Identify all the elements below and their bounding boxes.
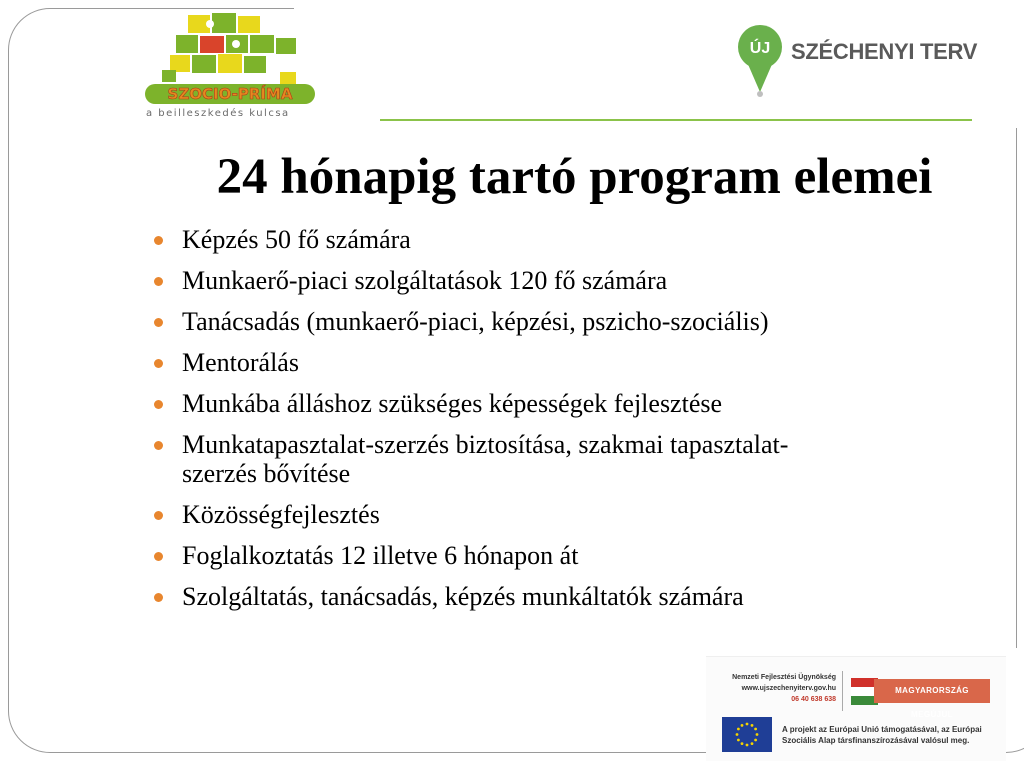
banner-divider: [842, 671, 843, 711]
agency-block: [718, 672, 836, 705]
eu-flag-icon: [722, 717, 772, 752]
uj-badge-text: ÚJ: [749, 40, 771, 57]
agency-url: www.ujszechenyiterv.gov.hu: [741, 685, 836, 692]
list-item: Képzés 50 fő számára: [150, 225, 990, 254]
title-accent-rule: [380, 119, 972, 121]
eu-funding-text: A projekt az Európai Unió támogatásával, az Európai Szociális Alap társfinanszírozásával valósul meg.: [782, 725, 982, 745]
szocio-prima-logo: [140, 10, 325, 122]
agency-phone: 06 40 638 638: [791, 696, 836, 703]
uj-badge-icon: [735, 22, 787, 100]
puzzle-logo-icon: [140, 10, 325, 110]
list-item: Tanácsadás (munkaerő-piaci, képzési, pszicho-szociális): [150, 307, 990, 336]
list-item: Közösségfejlesztés: [150, 500, 990, 529]
slide-frame-right-edge: [1016, 128, 1017, 648]
slide-title: 24 hónapig tartó program elemei: [216, 149, 933, 205]
program-elements-list: [150, 225, 990, 623]
szechenyi-terv-wordmark: SZÉCHENYI TERV: [791, 39, 978, 64]
list-item: Munkatapasztalat-szerzés biztosítása, szakmai tapasztalat-szerzés bővítése: [150, 430, 842, 488]
agency-name: Nemzeti Fejlesztési Ügynökség: [732, 674, 836, 681]
logo-name-text: SZOCIO-PRÍMA: [167, 85, 293, 103]
list-item: Munkába álláshoz szükséges képességek fejlesztése: [150, 389, 990, 418]
list-item: Szolgáltatás, tanácsadás, képzés munkáltatók számára: [150, 582, 990, 611]
list-item: Mentorálás: [150, 348, 990, 377]
list-item: Munkaerő-piaci szolgáltatások 120 fő számára: [150, 266, 990, 295]
szechenyi-terv-logo: [735, 22, 985, 102]
magyarorszag-megujul-badge: MAGYARORSZÁG MEGÚJUL: [874, 679, 990, 703]
sponsor-banner: [706, 656, 1006, 761]
logo-tagline: a beilleszkedés kulcsa: [146, 108, 290, 119]
list-item: Foglalkoztatás 12 illetve 6 hónapon át: [150, 541, 990, 570]
